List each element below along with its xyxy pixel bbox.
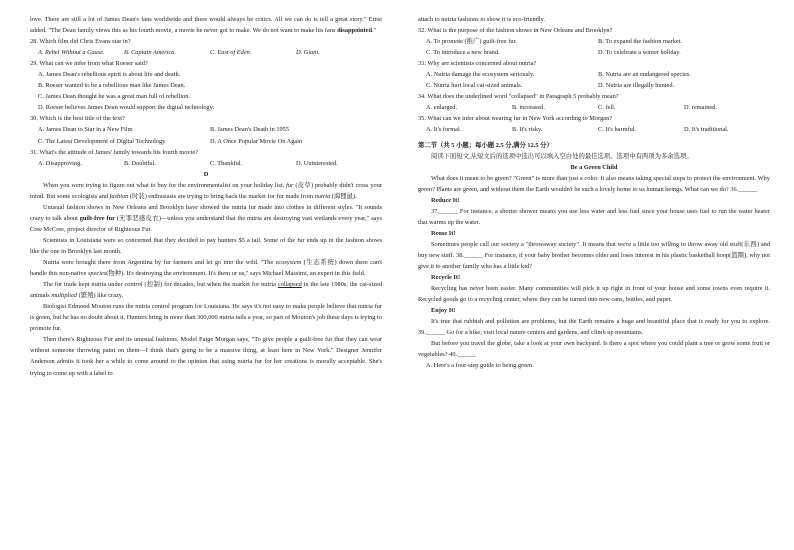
bold-word: disappointed <box>337 27 372 35</box>
left-column <box>30 14 382 379</box>
paragraph: When you were trying to figure out what to buy for the environmentalist on your holiday list, fur (皮草) probably didn't cross your mind. But some ecologists and fashion (时装) enthusiasts are trying to bring back the market for fur made from nutria (海狸鼠). <box>30 181 382 200</box>
option: A. It's formal. <box>426 126 462 134</box>
subheading: Recycle It! <box>431 274 461 282</box>
subheading: Reduce It! <box>431 196 460 204</box>
question-31: 31. What's the attitude of James' family towards his fourth movie? <box>30 148 198 156</box>
option: B. Doubtful. <box>124 159 156 167</box>
question-35: 35. What can we infer about wearing fur in New York according to Morgan? <box>418 115 613 123</box>
blank-40: ______ <box>457 351 477 359</box>
option: D. It's traditional. <box>684 126 729 134</box>
paragraph: Recycling has never been easier. Many communities will pick it up right in front of your house and some towns even require it. Recycled goods go to a recycling center, where they can be turned into new cans, bottles, and paper. <box>418 285 770 304</box>
option-a: A. Here's a four-step guide to being green. <box>426 362 534 370</box>
paragraph: What does it mean to be green? "Green" is more than just a color. It also means taking special steps to protect the environment. Why green? Plants are green, and without them the Earth wouldn't be such a lovely home to us human beings. What can we do? 36.______ <box>418 174 770 193</box>
subheading: Enjoy It! <box>431 307 456 315</box>
options-30-row2 <box>30 136 382 147</box>
option: D. Uninterested. <box>296 159 338 167</box>
paragraph: Then there's Righteous Fur and its unusual fashions. Model Paige Morgan says, "To give people a guilt-free fur that they can wear without someone throwing paint on them—I think that's going to be a massive thing, at least here in New York." Designer Jennifer Anderson admits it took her a while to come around to the opinion that using nutria fur for her creations is morally acceptable. She's trying to come up with a label to <box>30 336 382 377</box>
option: A. James Dean's rebellious spirit is about life and death. <box>38 71 181 79</box>
option: A. Rebel Without a Cause. <box>38 49 105 57</box>
option: C. East of Eden. <box>210 49 252 57</box>
question-28: 28. Which film did Chris Evans star in? <box>30 38 131 46</box>
option: D. Roeser believes James Dean would support the digital technology. <box>38 104 214 112</box>
right-column <box>418 14 770 372</box>
option: D. To celebrate a winter holiday. <box>598 49 681 57</box>
question-32: 32. What is the purpose of the fashion shows in New Orleans and Brooklyn? <box>418 27 613 35</box>
paragraph: Unusual fashion shows in New Orleans and Brooklyn have showed the nutria fur made into clothes in different styles. "It sounds crazy to talk about guilt-free fur (无罪恶感皮衣)—unless you understand that the nutria are destroying vast wetlands every year," says Cree McCree, project director of Righteous Fur. <box>30 203 382 233</box>
question-29: 29. What can we infer from what Roeser said? <box>30 60 148 68</box>
option: B. To expand the fashion market. <box>598 38 683 46</box>
section-instructions: 阅读下面短文,从短文后的选项中选出可以填入空白处的最佳选项。选项中有两项为多余选项。 <box>431 152 693 160</box>
option: A. Nutria damage the ecosystem seriously. <box>426 71 535 79</box>
options-31 <box>30 158 382 169</box>
options-33-row1 <box>418 69 770 80</box>
option: C. Nutria hurt local cat-sized animals. <box>426 82 523 90</box>
question-34: 34. What does the underlined word "collapsed" in Paragraph 5 probably mean? <box>418 93 619 101</box>
subheading: Reuse It! <box>431 229 456 237</box>
option: B. increased. <box>512 104 545 112</box>
paragraph: But before you travel the globe, take a look at your own backyard. Is there a spot where you could plant a tree or grow some fruit or vegetables? 40.______ <box>418 340 770 359</box>
option: C. To introduce a new brand. <box>426 49 500 57</box>
blank-36: ______ <box>738 185 758 193</box>
underlined-word: collapsed <box>277 281 302 289</box>
paragraph: Scientists in Louisiana were so concerned that they decided to pay hunters $5 a tail. Some of the fur ends up in the fashion shows like the one in Brooklyn last month. <box>30 236 382 255</box>
paragraph: It's true that rubbish and pollution are problems, but the Earth remains a huge and beautiful place that is ready for you to explore. 39.______ Go for a hike, visit local nature centers and gardens, and climb up mountains. <box>418 318 770 337</box>
option: C. It's harmful. <box>598 126 637 134</box>
options-33-row2 <box>418 80 770 91</box>
option: B. Nutria are an endangered species. <box>598 71 691 79</box>
option: A. To promote (推广) guilt-free fur. <box>426 38 517 46</box>
options-35 <box>418 124 770 135</box>
paragraph-continuation: attach to nutria fashions to show it is eco-friendly. <box>418 16 545 23</box>
question-33: 33. Why are scientists concerned about nutria? <box>418 60 537 68</box>
option: C. Thankful. <box>210 159 243 167</box>
paragraph: Nutria were brought there from Argentina by fur farmers and let go into the wild. "The ecosystem (生态系统) down there can't handle this non-native species(物种). It's destroying the environment. It's them or us," says Michael Massimi, an expert in this field. <box>30 259 382 278</box>
options-32-row2 <box>418 47 770 58</box>
blank-38: ______ <box>463 251 483 259</box>
option: D. Nutria are illegally hunted. <box>598 82 675 90</box>
blank-39: ______ <box>425 329 445 337</box>
option: B. It's risky. <box>512 126 543 134</box>
options-32-row1 <box>418 36 770 47</box>
option: A. James Dean to Star in a New Film <box>38 126 133 134</box>
option: B. Roeser wanted to be a rebellious man like James Dean. <box>38 82 186 90</box>
option: A. enlarged. <box>426 104 458 112</box>
option: A. Disapproving. <box>38 159 82 167</box>
passage-title: Be a Green Child <box>570 163 618 171</box>
paragraph: Biologist Edmond Mouton runs the nutria control program for Louisiana. He says it's not easy to make people believe that nutria fur is green, but he has no doubt about it. Hunters bring in more than 300,000 nutria tails a year, so part of Mouton's job these days is trying to promote fur. <box>30 303 382 333</box>
option: C. The Latest Development of Digital Technology <box>38 137 166 145</box>
paragraph: Sometimes people call our society a "throwaway society". It means that we're a little too willing to throw away old stuff(东西) and buy new stuff. 38.______ For instance, if your baby brother becomes older and loses interest in his plastic basketball hoop(篮圈), why not give it to another family who has a little kid? <box>418 240 770 271</box>
option: C. James Dean thought he was a great man full of rebellion. <box>38 93 191 101</box>
option: D. Giant. <box>296 49 320 57</box>
options-28 <box>30 47 382 58</box>
paragraph: 37.______ For instance, a shorter shower means you use less water and less fuel since your house uses fuel to run the water heater that warms up the water. <box>418 207 770 226</box>
option: C. fell. <box>598 104 616 112</box>
question-30: 30. Which is the best title of the text? <box>30 115 125 123</box>
option: D. remained. <box>684 104 717 112</box>
section-title: 第二节（共 5 小题；每小题 2.5 分,满分 12.5 分） <box>418 141 553 149</box>
option: B. Captain America. <box>124 49 177 57</box>
options-34 <box>418 102 770 113</box>
passage-c-ending: love. There are still a lot of James Dean's fans worldwide and there would always be critics. All we can do is tell a great story." Ernst added. "The Dean family views this as his fourth movie, a movie he never got to make. We do not want to make his fans disappointed." <box>30 16 382 35</box>
paragraph: The fur trade kept nutria under control (控制) for decades, but when the market for nutria collapsed in the late 1980s, the cat-sized animals multiplied (繁殖) like crazy. <box>30 281 383 300</box>
options-30-row1 <box>30 124 382 135</box>
option: D. A Once Popular Movie On Again <box>210 137 303 145</box>
blank-37: ______ <box>438 207 458 215</box>
passage-label: D <box>203 170 209 178</box>
option: B. James Dean's Death in 1955 <box>210 126 290 134</box>
